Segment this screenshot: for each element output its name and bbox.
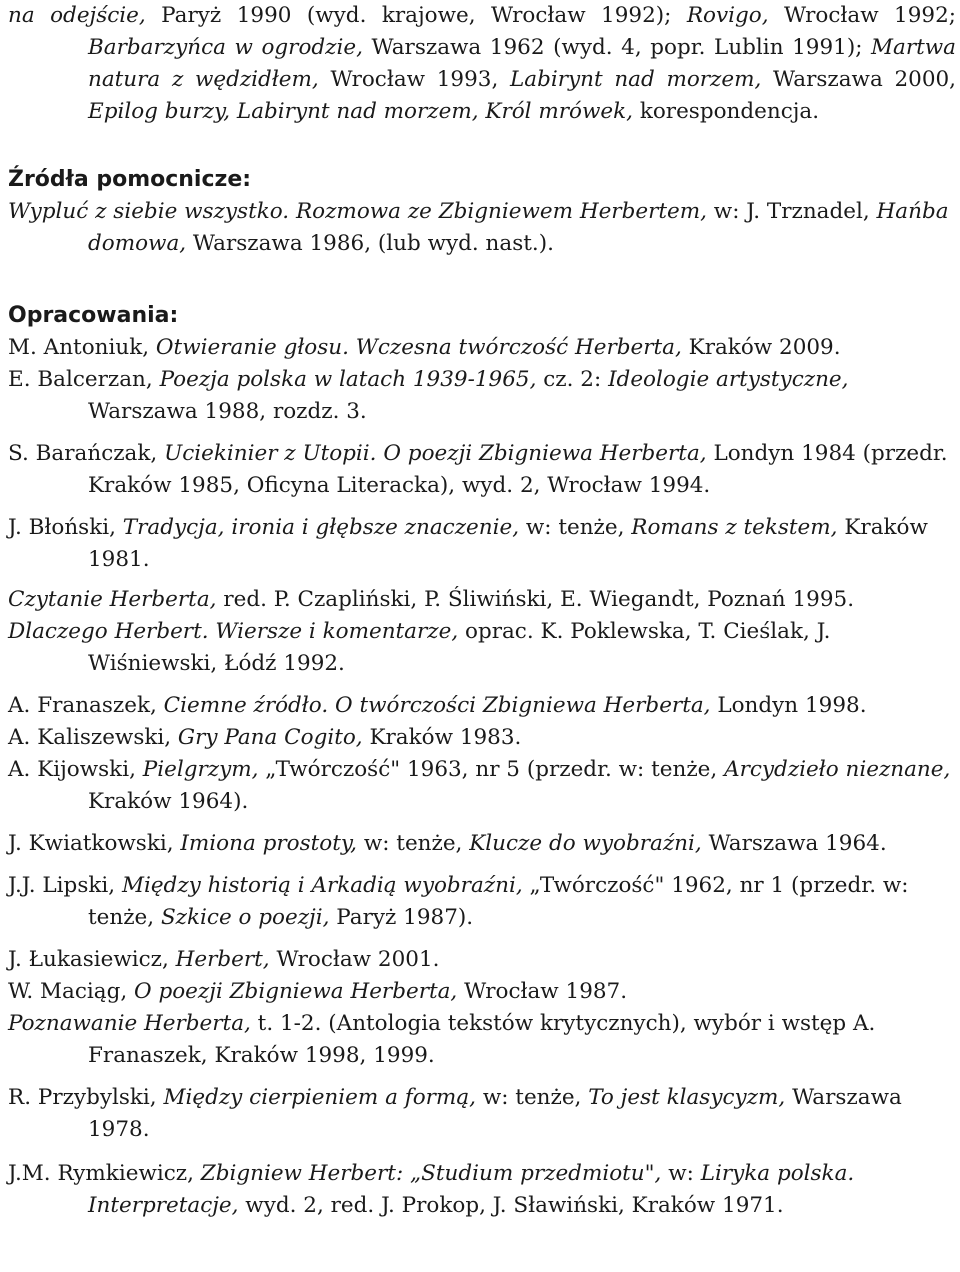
bibliography-entry	[8, 512, 956, 576]
entry-text: R. Przybylski,	[8, 1085, 164, 1110]
bibliography-entry	[8, 1008, 956, 1072]
italic-title: Hańba domowa,	[88, 199, 949, 256]
entry-text: J. Łukasiewicz,	[8, 947, 176, 972]
entry-text: w:	[661, 1161, 701, 1186]
entry-text: Wrocław 2001.	[269, 947, 440, 972]
entry-text: cz. 2:	[536, 367, 609, 392]
italic-title: Poznawanie Herberta,	[8, 1011, 251, 1036]
entry-text: E. Balcerzan,	[8, 367, 160, 392]
entry-text: Warszawa 1964.	[701, 831, 887, 856]
bibliography-entry	[8, 1158, 956, 1222]
document-page	[8, 0, 956, 1222]
entry-text: wyd. 2, red. J. Prokop, J. Sławiński, Kraków 1971.	[238, 1193, 784, 1218]
bibliography-entry	[8, 690, 956, 722]
bibliography-entry	[8, 754, 956, 818]
entry-text: „Twórczość" 1963, nr 5 (przedr. w: tenże,	[258, 757, 725, 782]
entry-text: oprac. K. Poklewska, T. Cieślak, J. Wiśniewski, Łódź 1992.	[88, 619, 831, 676]
italic-title: Uciekinier z Utopii. O poezji Zbigniewa Herberta,	[164, 441, 707, 466]
entry-text: Wrocław 1992;	[768, 3, 957, 28]
entry-text: w: tenże,	[356, 831, 470, 856]
bibliography-entry	[8, 870, 956, 934]
entry-text: M. Antoniuk,	[8, 335, 156, 360]
italic-title: Pielgrzym,	[142, 757, 259, 782]
entry-text: S. Barańczak,	[8, 441, 165, 466]
entry-text: Warszawa 1962 (wyd. 4, popr. Lublin 1991);	[362, 35, 872, 60]
entry-text: korespondencja.	[632, 99, 820, 124]
italic-title: Herbert,	[175, 947, 270, 972]
italic-title: Między historią i Arkadią wyobraźni,	[121, 873, 523, 898]
studies-list	[8, 332, 956, 1222]
entry-text: Paryż 1987).	[329, 905, 474, 930]
italic-title: Tradycja, ironia i głębsze znaczenie,	[122, 515, 520, 540]
bibliography-entry	[8, 364, 956, 428]
bibliography-entry	[8, 196, 956, 260]
entry-text: w: tenże,	[475, 1085, 589, 1110]
italic-title: na odejście,	[8, 3, 146, 28]
entry-text: t. 1-2. (Antologia tekstów krytycznych), wybór i wstęp A. Franaszek, Kraków 1998, 1999.	[88, 1011, 876, 1068]
italic-title: To jest klasycyzm,	[588, 1085, 786, 1110]
sources-list	[8, 196, 956, 260]
italic-title: Poezja polska w latach 1939-1965,	[159, 367, 537, 392]
bibliography-entry	[8, 616, 956, 680]
entry-text: Warszawa 1988, rozdz. 3.	[88, 399, 367, 424]
entry-text: Kraków 1983.	[362, 725, 522, 750]
italic-title: Arcydzieło nieznane,	[724, 757, 951, 782]
entry-text: J. Kwiatkowski,	[8, 831, 181, 856]
italic-title: Dlaczego Herbert. Wiersze i komentarze,	[8, 619, 459, 644]
italic-title: Liryka polska. Interpretacje,	[88, 1161, 855, 1218]
italic-title: Rovigo,	[686, 3, 769, 28]
entry-text: W. Maciąg,	[8, 979, 135, 1004]
entry-text: J. Błoński,	[8, 515, 123, 540]
italic-title: Labirynt nad morzem,	[509, 67, 762, 92]
entry-text: Warszawa 1986, (lub wyd. nast.).	[186, 231, 554, 256]
bibliography-entry	[8, 1082, 956, 1146]
italic-title: Epilog burzy, Labirynt nad morzem, Król mrówek,	[88, 99, 633, 124]
italic-title: Ciemne źródło. O twórczości Zbigniewa Herberta,	[163, 693, 711, 718]
entry-text: Wrocław 1987.	[457, 979, 628, 1004]
italic-title: Romans z tekstem,	[631, 515, 838, 540]
bibliography-entry	[8, 438, 956, 502]
italic-title: Klucze do wyobraźni,	[469, 831, 702, 856]
entry-text: Warszawa 2000,	[761, 67, 957, 92]
bibliography-entry	[8, 332, 956, 364]
entry-text: Paryż 1990 (wyd. krajowe, Wrocław 1992);	[145, 3, 687, 28]
italic-title: Barbarzyńca w ogrodzie,	[88, 35, 363, 60]
bibliography-entry	[8, 584, 956, 616]
studies-heading: Opracowania:	[8, 303, 179, 328]
entry-text: Kraków 1981.	[88, 515, 928, 572]
italic-title: Szkice o poezji,	[160, 905, 330, 930]
entry-text: J.M. Rymkiewicz,	[8, 1161, 201, 1186]
entry-text: Warszawa 1978.	[88, 1085, 902, 1142]
entry-text: Kraków 2009.	[681, 335, 841, 360]
entry-text: Wrocław 1993,	[318, 67, 510, 92]
entry-text: Kraków 1964).	[88, 789, 249, 814]
sources-heading: Źródła pomocnicze:	[8, 167, 252, 192]
italic-title: Martwa natura z wędzidłem,	[88, 35, 957, 92]
italic-title: Między cierpieniem a formą,	[163, 1085, 476, 1110]
entry-text: A. Franaszek,	[8, 693, 164, 718]
entry-text: red. P. Czapliński, P. Śliwiński, E. Wiegandt, Poznań 1995.	[216, 587, 855, 612]
italic-title: Zbigniew Herbert: „Studium przedmiotu",	[200, 1161, 662, 1186]
entry-text: w: J. Trznadel,	[706, 199, 877, 224]
italic-title: Gry Pana Cogito,	[177, 725, 363, 750]
intro-bibliography-entry	[8, 0, 956, 128]
entry-text: J.J. Lipski,	[8, 873, 122, 898]
bibliography-entry	[8, 828, 956, 860]
entry-text: A. Kaliszewski,	[8, 725, 178, 750]
entry-text: A. Kijowski,	[8, 757, 143, 782]
bibliography-entry	[8, 722, 956, 754]
entry-text: w: tenże,	[519, 515, 632, 540]
italic-title: Imiona prostoty,	[180, 831, 357, 856]
italic-title: Wypluć z siebie wszystko. Rozmowa ze Zbigniewem Herbertem,	[8, 199, 707, 224]
italic-title: Otwieranie głosu. Wczesna twórczość Herberta,	[155, 335, 682, 360]
bibliography-entry	[8, 976, 956, 1008]
entry-text: „Twórczość" 1962, nr 1 (przedr. w: tenże,	[88, 873, 909, 930]
italic-title: Czytanie Herberta,	[8, 587, 217, 612]
italic-title: Ideologie artystyczne,	[608, 367, 849, 392]
entry-text: Londyn 1998.	[710, 693, 867, 718]
italic-title: O poezji Zbigniewa Herberta,	[134, 979, 458, 1004]
entry-text: Londyn 1984 (przedr. Kraków 1985, Oficyna Literacka), wyd. 2, Wrocław 1994.	[88, 441, 948, 498]
bibliography-entry	[8, 944, 956, 976]
